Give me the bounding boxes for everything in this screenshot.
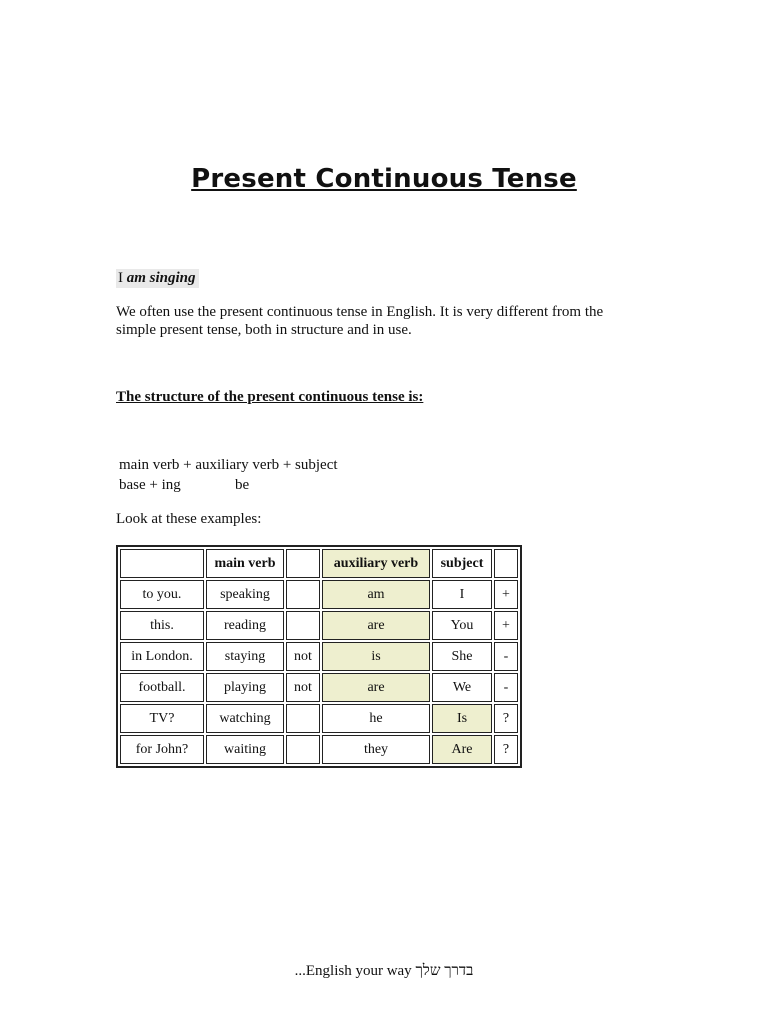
structure-heading: The structure of the present continuous tense is: xyxy=(116,389,424,405)
formula-line-1: main verb + auxiliary verb + subject xyxy=(119,457,338,473)
header-cell-empty xyxy=(120,549,204,578)
table-cell: are xyxy=(322,611,430,640)
example-sentence xyxy=(116,269,199,288)
header-cell-empty xyxy=(286,549,320,578)
table-cell: are xyxy=(322,673,430,702)
example-subject: I xyxy=(118,270,127,286)
example-verb-phrase: am singing xyxy=(126,270,196,286)
table-cell: + xyxy=(494,580,518,609)
table-cell: You xyxy=(432,611,492,640)
table-cell: She xyxy=(432,642,492,671)
table-cell: in London. xyxy=(120,642,204,671)
table-cell: ? xyxy=(494,704,518,733)
table-row xyxy=(120,580,518,609)
header-cell-subject: subject xyxy=(432,549,492,578)
table-cell: not xyxy=(286,673,320,702)
table-cell: - xyxy=(494,673,518,702)
page-title: Present Continuous Tense xyxy=(191,164,577,194)
table-cell: staying xyxy=(206,642,284,671)
table-cell: he xyxy=(322,704,430,733)
table-cell: - xyxy=(494,642,518,671)
table-row xyxy=(120,735,518,764)
table-cell: football. xyxy=(120,673,204,702)
table-cell: ? xyxy=(494,735,518,764)
header-cell-main-verb: main verb xyxy=(206,549,284,578)
table-cell: playing xyxy=(206,673,284,702)
intro-paragraph: We often use the present continuous tense in English. It is very different from the simple present tense, both in structure and in use. xyxy=(116,304,604,338)
table-cell xyxy=(286,580,320,609)
table-cell: for John? xyxy=(120,735,204,764)
table-cell xyxy=(286,611,320,640)
examples-intro: Look at these examples: xyxy=(116,511,262,527)
table-row xyxy=(120,642,518,671)
table-cell: to you. xyxy=(120,580,204,609)
table-cell: speaking xyxy=(206,580,284,609)
table-row xyxy=(120,673,518,702)
table-cell: waiting xyxy=(206,735,284,764)
table-header-row xyxy=(120,549,518,578)
table-cell: Is xyxy=(432,704,492,733)
table-cell: they xyxy=(322,735,430,764)
table-cell: am xyxy=(322,580,430,609)
examples-table xyxy=(116,545,522,768)
table-cell: TV? xyxy=(120,704,204,733)
table-row xyxy=(120,704,518,733)
table-cell: We xyxy=(432,673,492,702)
table-cell: + xyxy=(494,611,518,640)
table-cell: I xyxy=(432,580,492,609)
formula-be: be xyxy=(235,477,250,493)
page-footer: ...English your way בדרך שלך xyxy=(294,963,474,979)
table-cell: Are xyxy=(432,735,492,764)
formula-base-ing: base + ing xyxy=(119,477,181,493)
table-cell: not xyxy=(286,642,320,671)
table-cell: is xyxy=(322,642,430,671)
header-cell-empty xyxy=(494,549,518,578)
table-cell: watching xyxy=(206,704,284,733)
formula-line-2 xyxy=(119,477,250,494)
table-cell: this. xyxy=(120,611,204,640)
table-cell: reading xyxy=(206,611,284,640)
table-row xyxy=(120,611,518,640)
header-cell-auxiliary-verb: auxiliary verb xyxy=(322,549,430,578)
table-cell xyxy=(286,704,320,733)
table-cell xyxy=(286,735,320,764)
